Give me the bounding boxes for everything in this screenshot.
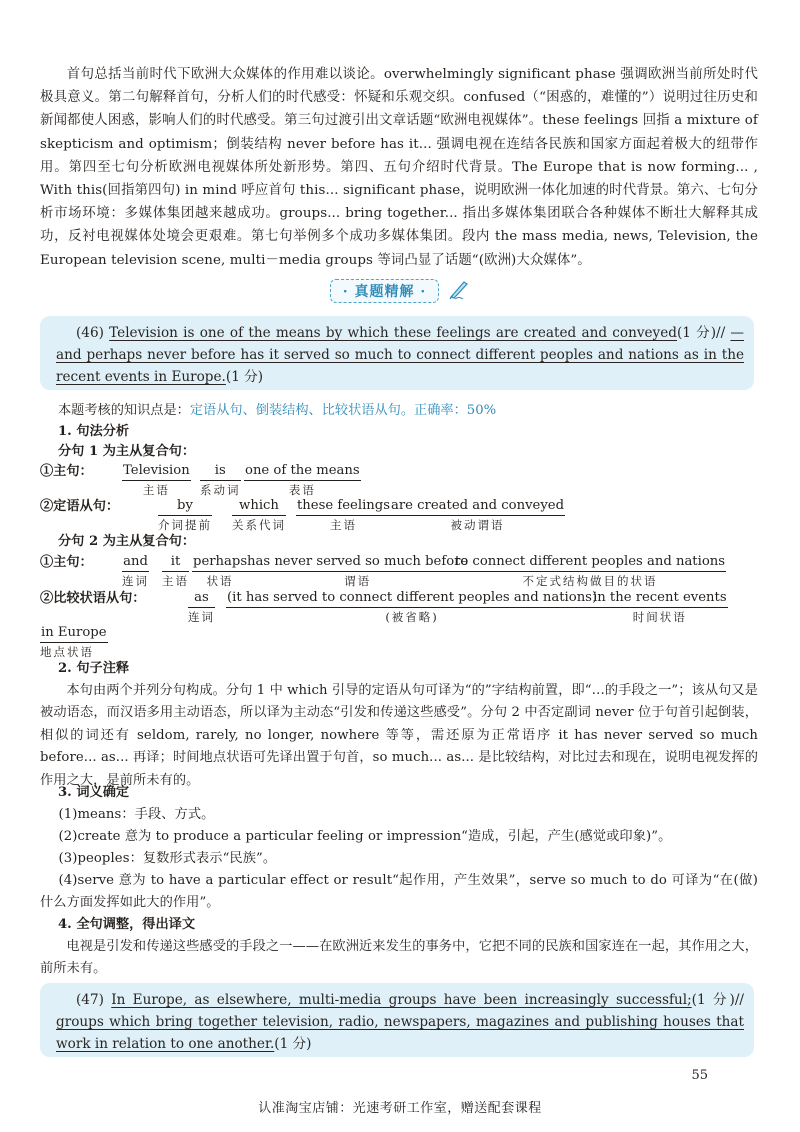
knowledge-points: 定语从句、倒装结构、比较状语从句。正确率：50% xyxy=(189,403,497,418)
word: in Europe xyxy=(40,624,108,643)
q47-part2: groups which bring together television, radio, newspapers, magazines and publishing houses that work in relation to one another. xyxy=(56,1014,744,1052)
vocab-item: (1)means：手段、方式。 xyxy=(58,807,215,822)
q47-score1: (1 分)// xyxy=(691,992,744,1008)
tag: 地点状语 xyxy=(40,645,94,659)
tag: 介词提前 xyxy=(158,518,212,532)
pen-icon xyxy=(448,278,470,304)
word: these feelings xyxy=(296,497,391,516)
q46-score1: (1 分)// xyxy=(676,325,726,341)
q47-score2: (1 分) xyxy=(274,1036,312,1052)
tag: 表语 xyxy=(288,483,316,497)
c1-main-subject xyxy=(122,462,191,498)
question-46-box xyxy=(40,316,754,390)
heading-syntax: 1. 句法分析 xyxy=(58,424,130,439)
q46-part2: —and perhaps never before has it served so much to connect different peoples and nations as in the recent events in Europe. xyxy=(56,325,744,385)
tag: 状语 xyxy=(206,574,234,588)
word: Television xyxy=(122,462,191,481)
c2-main-purpose xyxy=(454,553,726,589)
c2-main-adverb xyxy=(192,553,248,589)
section-title: · 真题精解 · xyxy=(330,279,440,303)
knowledge-line xyxy=(58,401,496,421)
question-number: (47) xyxy=(76,992,104,1008)
word: in the recent events xyxy=(592,589,728,608)
c1-rel-prep xyxy=(158,497,212,533)
section-title-wrap xyxy=(0,278,800,304)
word: to connect different peoples and nations xyxy=(454,553,726,572)
c1-main-predicative xyxy=(244,462,361,498)
c1-rel-label: ②定语从句： xyxy=(40,499,120,514)
c1-main-label: ①主句： xyxy=(40,464,93,479)
word: one of the means xyxy=(244,462,361,481)
vocab-item: (3)peoples：复数形式表示“民族”。 xyxy=(58,851,277,866)
tag: 时间状语 xyxy=(632,610,687,624)
c2-cmp-time xyxy=(592,589,728,625)
c2-main-subject xyxy=(162,553,189,589)
c1-rel-subject xyxy=(296,497,391,533)
heading-translation: 4. 全句调整，得出译文 xyxy=(58,917,196,932)
word: by xyxy=(158,497,212,516)
tag: 系动词 xyxy=(200,483,241,497)
q46-score2: (1 分) xyxy=(225,369,264,385)
page-number: 55 xyxy=(691,1068,708,1083)
translation-paragraph: 电视是引发和传递这些感受的手段之一——在欧洲近来发生的事务中，它把不同的民族和国家连在一起，其作用之大，前所未有。 xyxy=(40,939,758,977)
clause1-heading: 分句 1 为主从复合句： xyxy=(58,444,196,459)
tag: 连词 xyxy=(122,574,149,588)
tag: 谓语 xyxy=(344,574,372,588)
tag: 主语 xyxy=(330,518,357,532)
tag: 关系代词 xyxy=(232,518,286,532)
tag: (被省略) xyxy=(385,610,439,624)
q47-part1: In Europe, as elsewhere, multi-media groups have been increasingly successful; xyxy=(111,992,692,1008)
word: which xyxy=(232,497,286,516)
question-47-box xyxy=(40,983,754,1057)
word: perhaps xyxy=(192,553,248,572)
word: and xyxy=(122,553,149,572)
tag: 主语 xyxy=(142,483,170,497)
tag: 被动谓语 xyxy=(450,518,505,532)
tag: 连词 xyxy=(188,610,215,624)
word: are created and conveyed xyxy=(390,497,565,516)
vocab-item: (2)create 意为 to produce a particular feeling or impression“造成，引起，产生(感觉或印象)”。 xyxy=(58,829,672,844)
c2-cmp-elided xyxy=(226,589,598,625)
clause2-heading: 分句 2 为主从复合句： xyxy=(58,534,196,549)
footer-note: 认准淘宝店铺：光速考研工作室，赠送配套课程 xyxy=(258,1101,542,1116)
q46-part1: Television is one of the means by which these feelings are created and conveyed xyxy=(109,325,677,341)
word: is xyxy=(200,462,241,481)
c2-main-predicate xyxy=(246,553,469,589)
tag: 不定式结构做目的状语 xyxy=(522,574,658,588)
question-number: (46) xyxy=(76,325,104,341)
knowledge-prefix: 本题考核的知识点是： xyxy=(58,403,190,418)
word: has never served so much before xyxy=(246,553,469,572)
tag: 主语 xyxy=(162,574,189,588)
heading-vocab: 3. 词义确定 xyxy=(58,785,130,800)
heading-notes: 2. 句子注释 xyxy=(58,661,130,676)
word: (it has served to connect different peoples and nations) xyxy=(226,589,598,608)
c2-cmp-label: ②比较状语从句： xyxy=(40,591,146,606)
c2-main-label: ①主句： xyxy=(40,555,93,570)
c2-cmp-place xyxy=(40,624,108,660)
c1-rel-pronoun xyxy=(232,497,286,533)
word: as xyxy=(188,589,215,608)
c2-main-conj xyxy=(122,553,149,589)
word: it xyxy=(162,553,189,572)
c2-cmp-conj xyxy=(188,589,215,625)
vocab-item: (4)serve 意为 to have a particular effect or result“起作用，产生效果”，serve so much to do 可译为“在(做)什么方面发挥如此大的作用”。 xyxy=(40,873,758,911)
c1-rel-verb xyxy=(390,497,565,533)
intro-paragraph: 首句总括当前时代下欧洲大众媒体的作用难以谈论。overwhelmingly significant phase 强调欧洲当前所处时代极具意义。第二句解释首句，分析人们的时代感受：怀疑和乐观交织。confused（“困惑的，难懂的”）说明过往历史和新闻都使人困惑，影响人们的时代感受。第三句过渡引出文章话题“欧洲电视媒体”。these feelings 回指 a mixture of skepticism and optimism；倒装结构 never before has it... 强调电视在连结各民族和国家方面起着极大的纽带作用。第四至七句分析欧洲电视媒体所处新形势。第四、五句介绍时代背景。The Europe that is now forming... , With this(回指第四句) in mind 呼应首句 this... significant phase，说明欧洲一体化加速的时代背景。第六、七句分析市场环境：多媒体集团越来越成功。groups... bring together... 指出多媒体集团联合各种媒体不断壮大解释其成功，反衬电视媒体处境会更艰难。第七句举例多个成功多媒体集团。段内 the mass media, news, Television, the European television scene, multi－media groups 等词凸显了话题“(欧洲)大众媒体”。 xyxy=(40,67,758,268)
c1-main-verb xyxy=(200,462,241,498)
notes-paragraph: 本句由两个并列分句构成。分句 1 中 which 引导的定语从句可译为“的”字结构前置，即“…的手段之一”；该从句又是被动语态，而汉语多用主动语态，所以译为主动态“引发和传递这些感受”。分句 2 中否定副词 never 位于句首引起倒装，相似的词还有 seldom, rarely, no longer, nowhere 等等，需还原为正常语序 it has never served so much before... as... 再译；时间地点状语可先译出置于句首，so much... as... 是比较结构，对比过去和现在，说明电视发挥的作用之大，是前所未有的。 xyxy=(40,683,758,788)
